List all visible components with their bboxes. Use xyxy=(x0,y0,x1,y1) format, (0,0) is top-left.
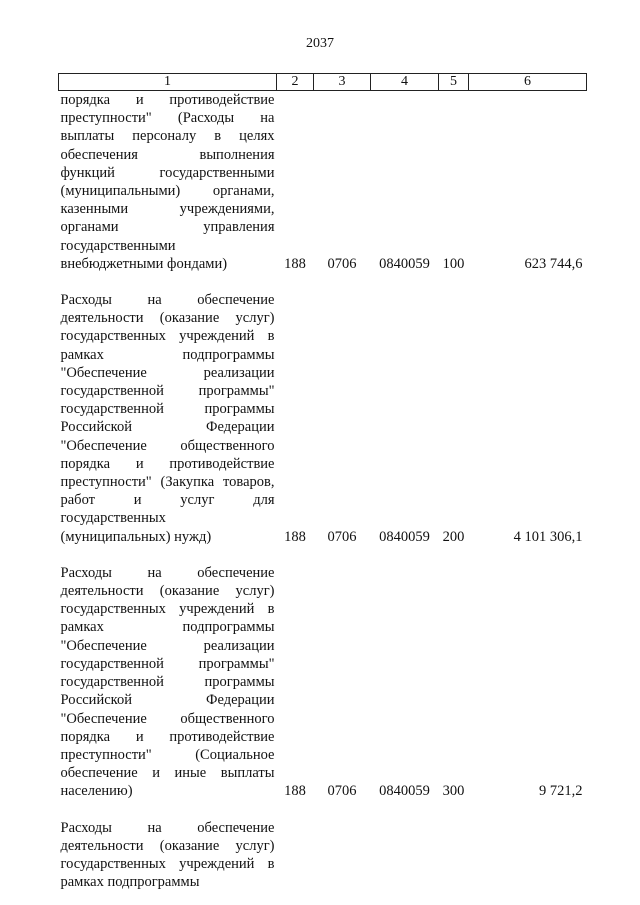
budget-table xyxy=(58,73,587,897)
row-amount: 9 721,2 xyxy=(539,783,583,800)
column-header-6: 6 xyxy=(469,74,587,91)
row-amount: 623 744,6 xyxy=(524,255,583,272)
row-description: Расходы на обеспечение деятельности (оказание услуг) государственных учреждений в рамках подпрограммы "Обеспечение реализации государственной программы" государственной программы Российской Федерации "Обеспечение общественного порядка и противодействие преступности" (Социальное обеспечение и иные выплаты населению) xyxy=(60,564,275,800)
row-target-code xyxy=(371,819,439,898)
row-section-code: 0706 xyxy=(327,255,357,272)
row-ministry-code: 188 xyxy=(284,528,306,545)
row-type-code: 300 xyxy=(442,783,465,800)
table-row xyxy=(59,91,587,280)
row-section-code: 0706 xyxy=(327,783,357,800)
row-type-code xyxy=(439,819,469,898)
row-target-code: 0840059 xyxy=(379,255,430,272)
row-ministry-code: 188 xyxy=(284,255,306,272)
row-type-code: 100 xyxy=(442,255,465,272)
row-description: Расходы на обеспечение деятельности (оказание услуг) государственных учреждений в рамках подпрограммы xyxy=(60,819,275,891)
column-header-1: 1 xyxy=(59,74,277,91)
header-row xyxy=(59,74,587,91)
row-description: порядка и противодействие преступности" (Расходы на выплаты персоналу в целях обеспечения выполнения функций государственными (муниципальными) органами, казенными учреждениями, органами управления государственными внебюджетными фондами) xyxy=(60,92,275,272)
row-ministry-code xyxy=(277,819,314,898)
table-row xyxy=(59,291,587,552)
column-header-3: 3 xyxy=(314,74,371,91)
column-header-5: 5 xyxy=(439,74,469,91)
row-description: Расходы на обеспечение деятельности (оказание услуг) государственных учреждений в рамках подпрограммы "Обеспечение реализации государственной программы" государственной программы Российской Федерации "Обеспечение общественного порядка и противодействие преступности" (Закупка товаров, работ и услуг для государственных (муниципальных) нужд) xyxy=(60,292,275,545)
page-number: 2037 xyxy=(306,36,334,51)
table-row xyxy=(59,819,587,898)
column-header-4: 4 xyxy=(371,74,439,91)
row-section-code: 0706 xyxy=(327,528,357,545)
row-amount: 4 101 306,1 xyxy=(513,528,583,545)
row-target-code: 0840059 xyxy=(379,528,430,545)
row-ministry-code: 188 xyxy=(284,783,306,800)
row-section-code xyxy=(314,819,371,898)
row-type-code: 200 xyxy=(442,528,465,545)
column-header-2: 2 xyxy=(277,74,314,91)
row-target-code: 0840059 xyxy=(379,783,430,800)
table-row xyxy=(59,564,587,807)
row-amount xyxy=(469,819,587,898)
